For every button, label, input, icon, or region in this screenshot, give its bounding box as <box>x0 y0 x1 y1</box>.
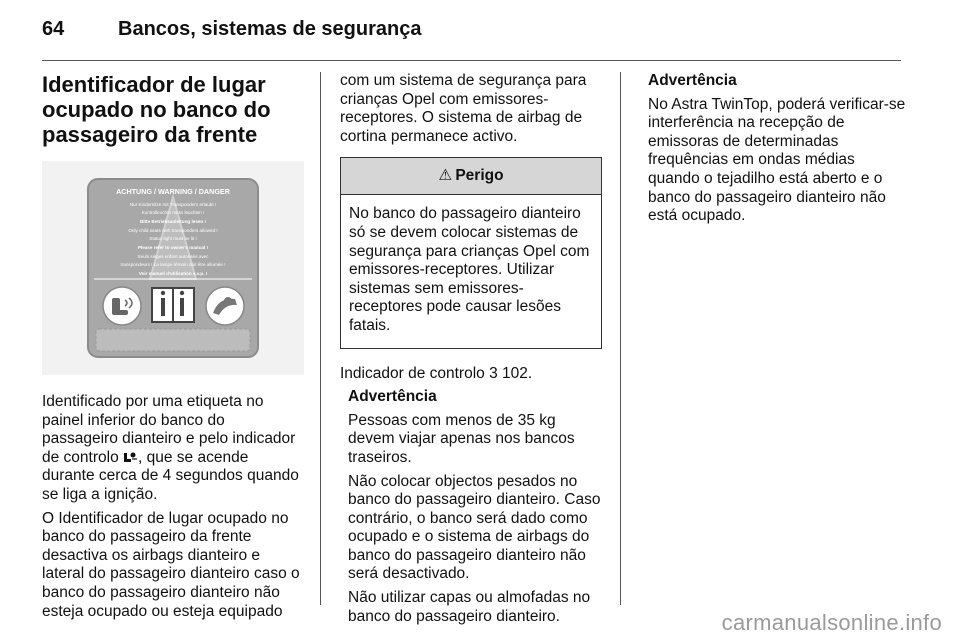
column-left <box>42 72 304 626</box>
label-line: Only child seats with transponders allowed ! <box>128 228 218 233</box>
continued-paragraph: com um sistema de segurança para crianças Opel com emissores-receptores. O sistema de airbag de cortina permanece activo. <box>340 72 587 145</box>
passenger-airbag-off-icon <box>123 449 138 466</box>
danger-box <box>340 157 602 348</box>
indicator-text: Indicador de controlo <box>340 364 485 382</box>
indicator-reference <box>340 365 602 384</box>
danger-title: Perigo <box>455 167 504 185</box>
note-title: Advertência <box>648 72 737 89</box>
watermark: carmanualsonline.info <box>721 610 942 635</box>
child-seat-icon <box>103 287 141 325</box>
column-middle <box>340 72 602 631</box>
page-header <box>42 18 421 48</box>
deactivation-paragraph: O Identificador de lugar ocupado no banco do passageiro da frente desactiva os airbags dianteiro e lateral do passageiro dianteiro caso o banco do passageiro dianteiro não esteja ocupado ou esteja equipado <box>42 509 300 620</box>
note-title: Advertência <box>348 388 437 406</box>
label-description-paragraph <box>42 393 304 505</box>
column-divider <box>320 72 321 605</box>
header-divider <box>42 60 901 61</box>
column-right <box>648 72 910 231</box>
danger-header <box>341 158 601 195</box>
label-line: Kontrolleuchte muss leuchten ! <box>141 210 205 215</box>
section-title: Identificador de lugar ocupado no banco do passageiro da frente <box>42 72 271 147</box>
label-line: Bitte Betriebsanleitung lesen ! <box>139 219 207 224</box>
warning-triangle-icon: ⚠ <box>438 167 453 185</box>
label-line: Voir manuel d'utilisation s.v.p. ! <box>138 271 208 276</box>
label-line: transpondeurs ! La lampe témoin doit être allumée ! <box>120 262 226 267</box>
occupancy-label-illustration <box>42 161 304 375</box>
occupancy-label-figure <box>42 161 304 375</box>
page-number: 64 <box>42 18 65 40</box>
chapter-title: Bancos, sistemas de segurança <box>118 18 422 40</box>
label-line: Status light must be lit ! <box>149 236 197 241</box>
note-paragraph: Não utilizar capas ou almofadas no banco do passageiro dianteiro. <box>348 589 591 625</box>
owners-manual-icon <box>152 288 194 322</box>
note-paragraph: Pessoas com menos de 35 kg devem viajar apenas nos bancos traseiros. <box>348 411 575 466</box>
label-heading: ACHTUNG / WARNING / DANGER <box>116 187 230 196</box>
note-paragraph: No Astra TwinTop, poderá verificar-se interferência na recepção de emissoras de determinadas frequências em ondas médias quando o tejadilho está aberto e o banco do passageiro dianteiro não está ocupado. <box>648 95 906 225</box>
label-line: Seuls sièges enfant autorisés avec <box>137 254 209 259</box>
note-block <box>340 388 602 626</box>
paragraph-text: , que se acende durante cerca de 4 segundos quando se liga a ignição. <box>42 448 299 503</box>
page-reference: 102. <box>502 364 533 382</box>
label-line: Please refer to owner's manual ! <box>137 245 209 250</box>
note-paragraph: Não colocar objectos pesados no banco do passageiro dianteiro. Caso contrário, o banco será dado como ocupado e o sistema de airbags do banco do passageiro dianteiro não será desactivado. <box>348 472 601 583</box>
page-reference-icon: 3 <box>489 364 498 382</box>
paragraph-text: Identificado por uma etiqueta no painel inferior do banco do passageiro dianteiro e pelo indicador de controlo <box>42 393 296 466</box>
danger-text: No banco do passageiro dianteiro só se devem colocar sistemas de segurança para crianças Opel com emissores-receptores. Utilizar sistemas sem emissores-receptores pode causar lesões fatais. <box>349 205 590 334</box>
label-line: Nur Kindersitze mit Transpondern erlaubt ! <box>129 202 217 207</box>
column-divider <box>620 72 621 605</box>
rear-facing-child-seat-icon <box>206 287 244 325</box>
